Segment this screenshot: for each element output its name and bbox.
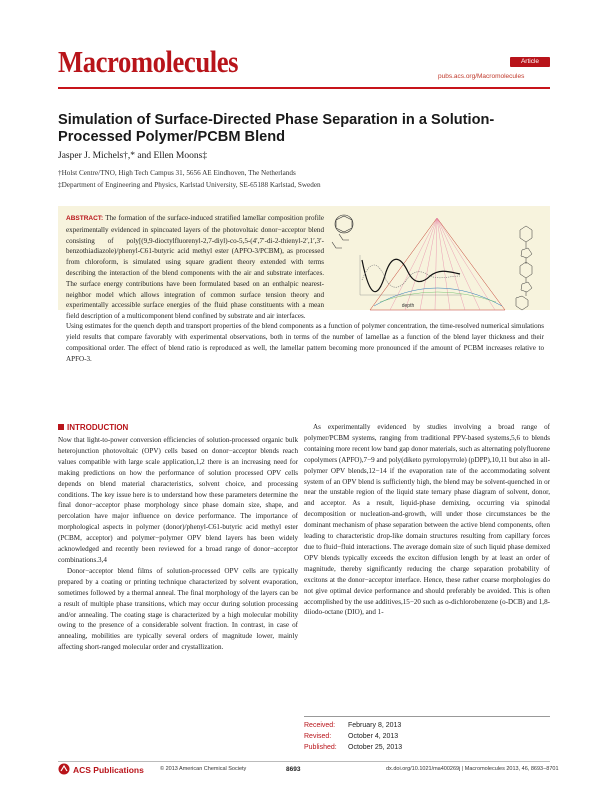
date-received: Received: February 8, 2013 [304, 722, 402, 729]
page-number: 8693 [286, 766, 301, 773]
composition-profile-plot [360, 255, 462, 295]
journal-url-link[interactable]: pubs.acs.org/Macromolecules [438, 73, 525, 80]
affiliation-1: †Holst Centre/TNO, High Tech Campus 31, 5656 AE Eindhoven, The Netherlands [58, 169, 296, 177]
article-title: Simulation of Surface-Directed Phase Separation in a Solution-Processed Polymer/PCBM Blend [58, 112, 495, 145]
intro-left-column [58, 435, 298, 653]
abstract-text-part2: Using estimates for the quench depth and transport properties of the blend components as a function of polymer concentration, the time-resolved numerical simulations yield results that compare favorably with experimental observations, both in terms of the number of lamellae as a function of the blend layer thickness and their compositional order. The effect of blend ratio is reproduced as well, the lamellar pattern becoming more pronounced if the amount of PCBM increases relative to APFO-3. [66, 322, 544, 363]
acs-logo-icon [58, 763, 70, 775]
toc-graphic [330, 210, 550, 316]
intro-paragraph: Donor−acceptor blend films of solution-processed OPV cells are typically prepared by a coating or printing technique characterized by solvent evaporation, sometimes followed by a thermal anneal. The final morphology of the layers can be a result of multiple phase transitions, which may occur during solution processing and/or annealing. The coating stage is characterized by a high molecular mobility owing to the presence of a considerable solvent fraction. In contrast, in case of annealing, mobilities are typically several orders of magnitude lower, mainly affecting short-ranged molecular order and crystallization. [58, 566, 298, 652]
date-published: Published: October 25, 2013 [304, 744, 403, 751]
intro-paragraph: As experimentally evidenced by studies involving a broad range of polymer/PCBM systems, ranging from traditional PPV-based systems,5,6 to blends containing more recent low band gap donor materials, such as alternating polyfluorene copolymers (APFO),7−9 and poly(diketo pyrrolopyrrole) (pDPP),10,11 but also in all-polymer OPV blends,12−14 if the evaporation rate of the accommodating solvent system of an OPV blend is sufficiently high, the blend may be solvent-quenched in or near the unstable region of the liquid state ternary phase diagram of solvent, donor, and acceptor. As a result, liquid-phase demixing, occurring via spinodal decomposition or nucleation-and-growth, will under those circumstances be the dominant mechanism of phase separation between the active blend components, often leading to characteristic drop-like domain structures resulting from capillary forces due to fluid−fluid interactions. The average domain size of such liquid phase demixed OPV blends typically exceeds the exciton diffusion length by at least an order of magnitude, thereby significantly reducing the charge separation probability of excitons at the donor−acceptor interface. Hence, these rather coarse morphologies do not give optimal device performance and should preferably be avoided. This is often accomplished by the use additives,15−20 such as o-dichlorobenzene (o-DCB) and 1,8-diiodo-octane (DIO), and 1- [304, 423, 550, 617]
author-list: Jasper J. Michels†,* and Ellen Moons‡ [58, 151, 208, 161]
abstract-text-part1 [66, 213, 324, 322]
copyright: © 2013 American Chemical Society [160, 766, 247, 772]
article-type-badge: Article [510, 57, 550, 67]
header-rule [58, 87, 550, 89]
molecule-apfo3-icon [516, 226, 532, 310]
molecule-pcbm-icon [332, 215, 353, 248]
abstract-label: ABSTRACT: [66, 215, 104, 222]
intro-paragraph: Now that light-to-power conversion efficiencies of solution-processed organic bulk heterojunction photovoltaic (OPV) cells based on donor−acceptor blends reach values compatible with large scale application,1,2 there is an increasing need for making predictions on how the performance of solution processed OPV cells depends on blend material characteristics, solvent choice, and processing conditions. The key issue here is to understand how these parameters determine the final donor−acceptor phase morphology since phase domain size, shape, and percolation have major influence on device performance. The importance of morphological aspects in polymer (donor)/phenyl-C61-butyric acid methyl ester (PCBM, acceptor) and polymer−polymer OPV blend layers has been widely acknowledged and recently been reviewed for a broad range of donor−acceptor combinations.3,4 [58, 436, 298, 564]
graphic-axis-label: depth [401, 303, 415, 309]
intro-right-column [304, 422, 550, 618]
affiliation-2: ‡Department of Engineering and Physics, Karlstad University, SE-65188 Karlstad, Sweden [58, 181, 321, 189]
date-revised: Revised: October 4, 2013 [304, 733, 399, 740]
section-marker-icon [58, 424, 64, 430]
publisher-name: ACS Publications [73, 765, 144, 775]
journal-title: Macromolecules [58, 44, 239, 79]
intro-heading: INTRODUCTION [67, 423, 129, 432]
dates-rule [304, 716, 550, 717]
abstract-body: The formation of the surface-induced stratified lamellar composition profile experimentally evidenced in spincoated layers of the photovoltaic donor−acceptor blend consisting of poly[(9,9-dioctylfluorenyl-2,7-diyl)-co-5,5-(4′,7′-di-2-thienyl-2′,1′,3′-benzothiadiazole)/phenyl-C61-butyric acid methyl ester (APFO-3/PCBM), as processed from chloroform, is simulated using square gradient theory extended with terms describing the interaction of the blend components with the air and substrate interfaces. The surface energy contributions have been formulated based on an enthalpic nearest-neighbor model which allows integration of common surface tension theory and experimentally accessible surface energies of the fluid phase constituents with a mean field description of a multicomponent blend confined by substrate and air interfaces. [66, 214, 324, 321]
footer-rule [58, 761, 550, 762]
citation-doi[interactable]: dx.doi.org/10.1021/ma400269j | Macromolecules 2013, 46, 8693−8701 [386, 766, 559, 772]
